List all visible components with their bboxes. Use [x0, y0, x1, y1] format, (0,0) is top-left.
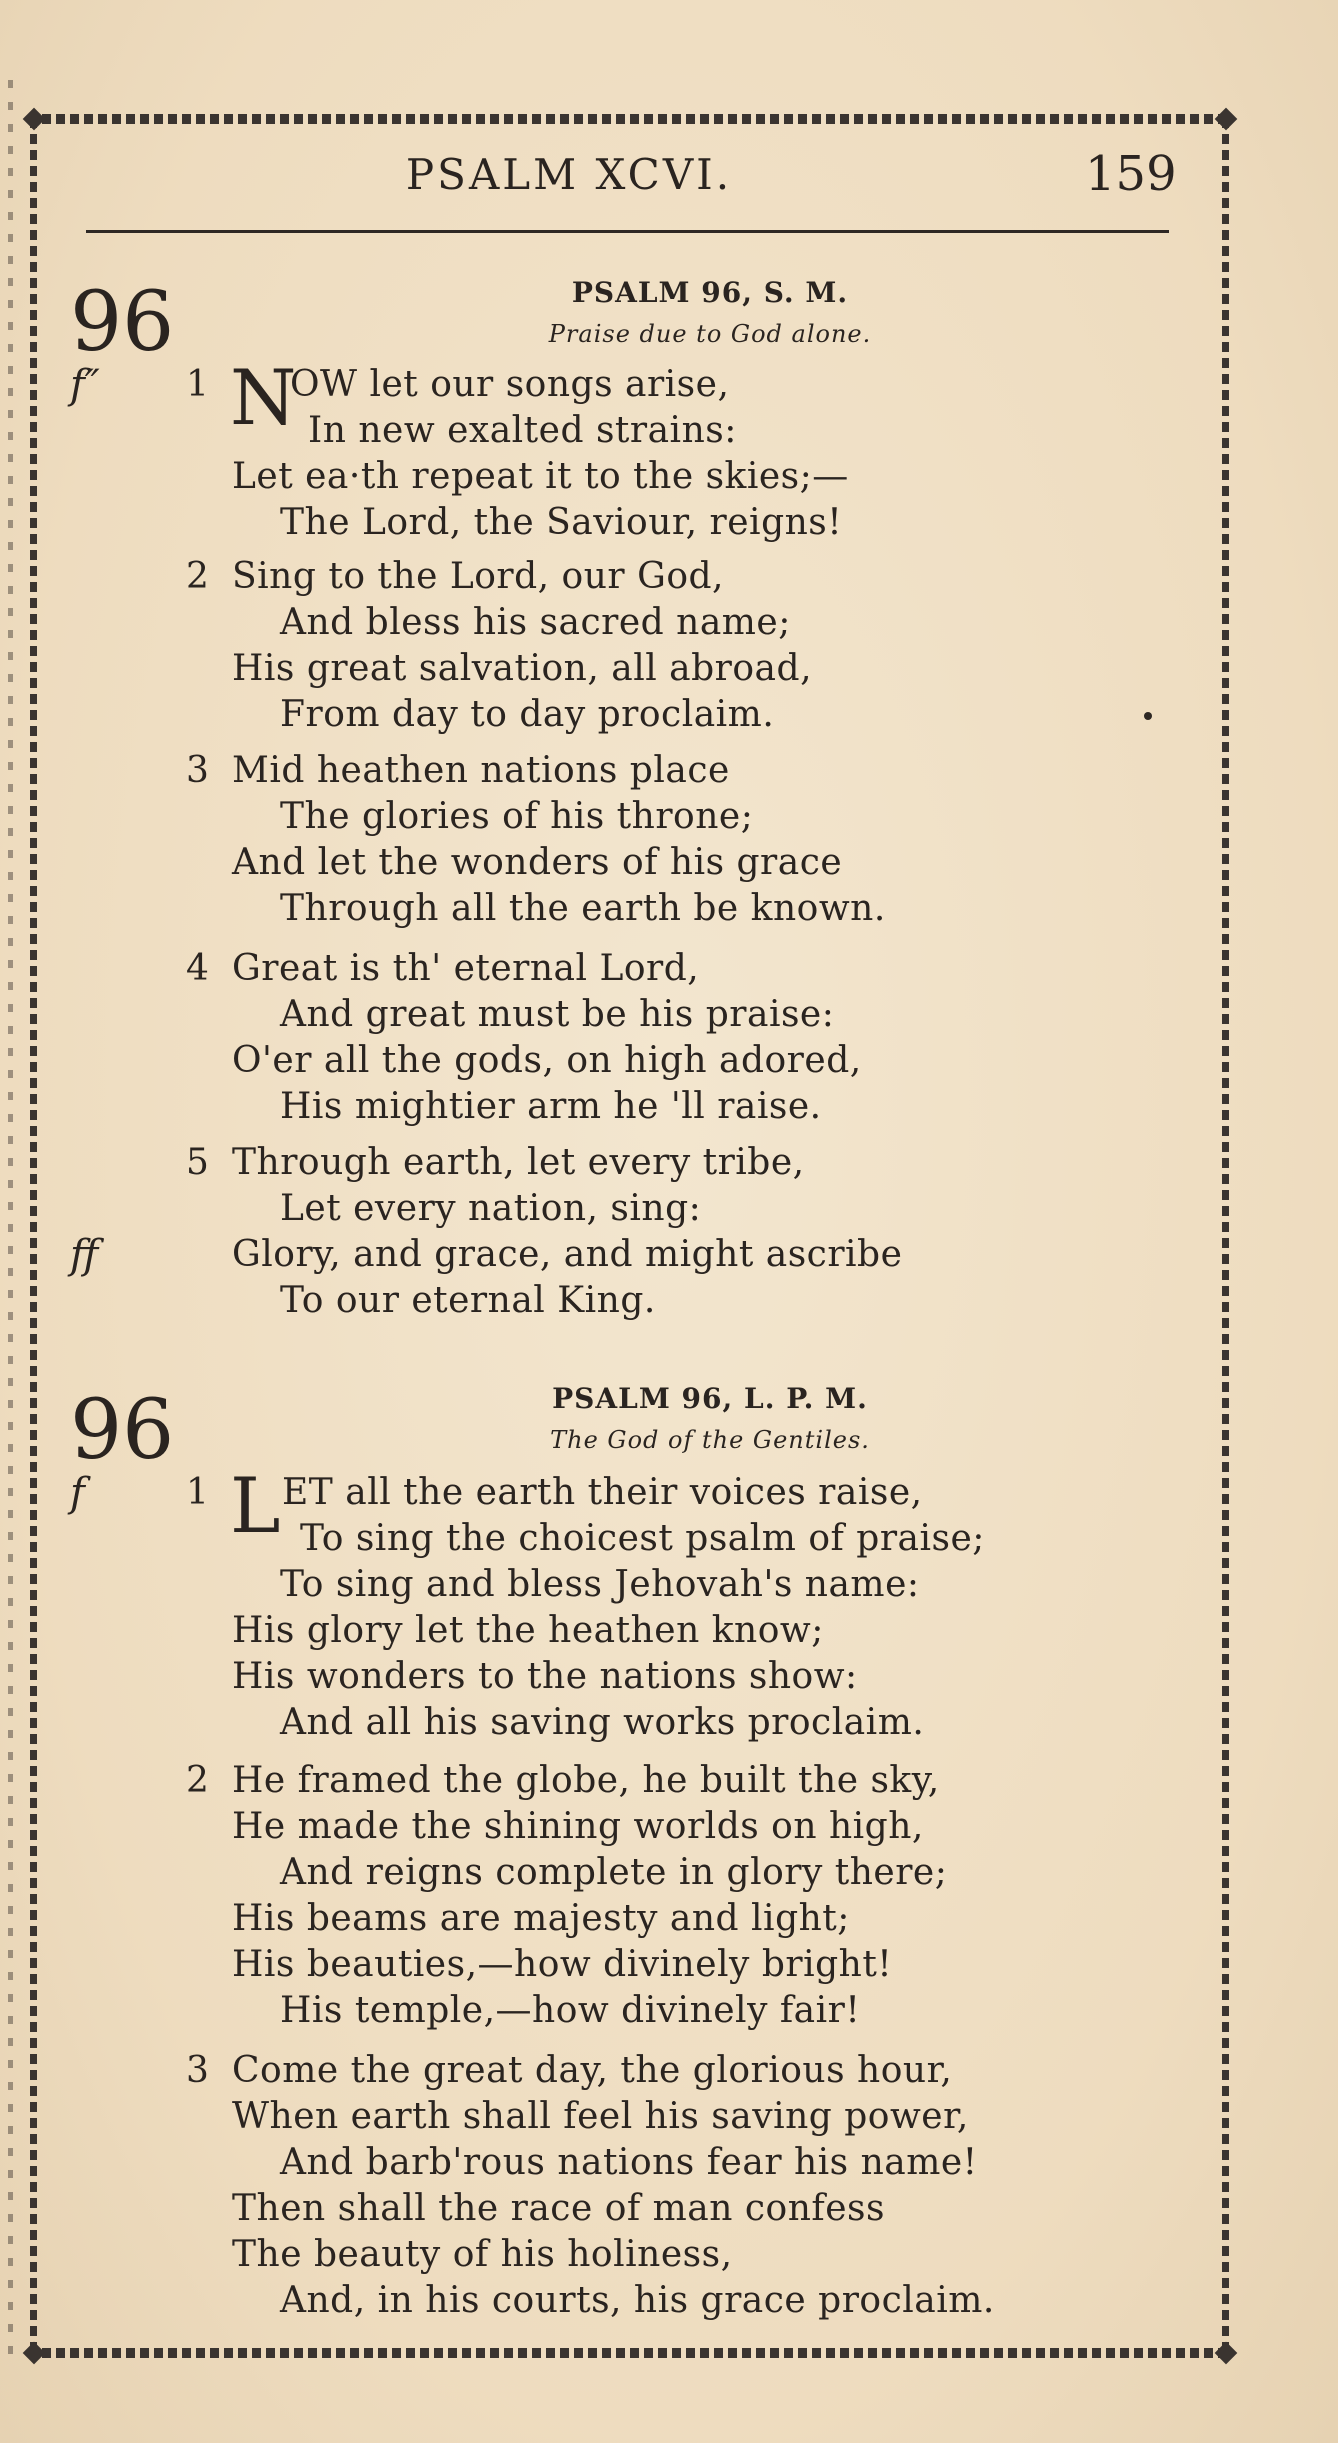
verse-line: The glories of his throne; [280, 796, 754, 837]
verse-line: His glory let the heathen know; [232, 1610, 824, 1651]
verse-line: From day to day proclaim. [280, 694, 775, 735]
faint-left-border [8, 80, 13, 2360]
verse-line: And bless his sacred name; [280, 602, 791, 643]
dynamic-marking: f [70, 1470, 85, 1516]
verse-number: 4 [186, 948, 209, 989]
verse-line: To our eternal King. [280, 1280, 656, 1321]
verse-line: He framed the globe, he built the sky, [232, 1760, 940, 1801]
verse-line: Through earth, let every tribe, [232, 1142, 805, 1183]
verse-line: O'er all the gods, on high adored, [232, 1040, 862, 1081]
page-number: 159 [1085, 146, 1177, 202]
verse-line: And barb'rous nations fear his name! [280, 2142, 978, 2183]
header-rule [86, 230, 1169, 233]
right-border-ornament [1222, 118, 1229, 2352]
left-border-ornament [30, 118, 37, 2352]
verse-number: 2 [186, 1760, 209, 1801]
psalm-heading: PSALM 96, L. P. M. [552, 1382, 868, 1415]
verse-line: His mightier arm he 'll raise. [280, 1086, 822, 1127]
verse-line: The beauty of his holiness, [232, 2234, 733, 2275]
verse-line: Mid heathen nations place [232, 750, 730, 791]
bottom-border-ornament [28, 2348, 1224, 2358]
verse-number: 1 [186, 1472, 209, 1513]
verse-line: And great must be his praise: [280, 994, 835, 1035]
corner-ornament [23, 108, 46, 131]
verse-line: ET all the earth their voices raise, [282, 1472, 923, 1513]
verse-line: To sing the choicest psalm of praise; [300, 1518, 985, 1559]
top-border-ornament [28, 114, 1224, 124]
verse-line: When earth shall feel his saving power, [232, 2096, 969, 2137]
verse-line: His beams are majesty and light; [232, 1898, 850, 1939]
psalm-heading: PSALM 96, S. M. [571, 276, 849, 309]
hymn-number: 96 [70, 1383, 175, 1478]
verse-line: Glory, and grace, and might ascribe [232, 1234, 903, 1275]
verse-line: His temple,—how divinely fair! [280, 1990, 861, 2031]
corner-ornament [23, 2342, 46, 2365]
verse-line: His great salvation, all abroad, [232, 648, 813, 689]
verse-line: Let every nation, sing: [280, 1188, 702, 1229]
verse-number: 1 [186, 364, 209, 405]
dynamic-marking: ff [70, 1232, 99, 1278]
verse-line: And let the wonders of his grace [232, 842, 843, 883]
verse-line: Then shall the race of man confess [232, 2188, 885, 2229]
verse-line: Sing to the Lord, our God, [232, 556, 724, 597]
verse-line: Great is th' eternal Lord, [232, 948, 700, 989]
corner-ornament [1215, 108, 1238, 131]
verse-number: 2 [186, 556, 209, 597]
drop-cap: L [230, 1461, 281, 1550]
verse-number: 3 [186, 2050, 209, 2091]
verse-line: OW let our songs arise, [290, 364, 730, 405]
corner-ornament [1215, 2342, 1238, 2365]
verse-line: And, in his courts, his grace proclaim. [280, 2280, 995, 2321]
verse-line: The Lord, the Saviour, reigns! [280, 502, 843, 543]
verse-line: And reigns complete in glory there; [280, 1852, 948, 1893]
dynamic-marking: f″ [70, 362, 100, 408]
verse-line: Come the great day, the glorious hour, [232, 2050, 953, 2091]
verse-line: Let ea·th repeat it to the skies;— [232, 456, 849, 497]
verse-line: His wonders to the nations show: [232, 1656, 858, 1697]
verse-number: 3 [186, 750, 209, 791]
verse-line: To sing and bless Jehovah's name: [280, 1564, 920, 1605]
psalm-subtitle: Praise due to God alone. [548, 320, 872, 348]
verse-number: 5 [186, 1142, 209, 1183]
verse-line: Through all the earth be known. [280, 888, 886, 929]
verse-line: He made the shining worlds on high, [232, 1806, 924, 1847]
hymn-number: 96 [70, 275, 175, 370]
drop-cap: N [230, 353, 297, 442]
ink-dot [1144, 712, 1152, 720]
running-head: PSALM XCVI. [405, 150, 733, 199]
verse-line: And all his saving works proclaim. [280, 1702, 925, 1743]
verse-line: His beauties,—how divinely bright! [232, 1944, 893, 1985]
psalm-subtitle: The God of the Gentiles. [550, 1426, 870, 1454]
verse-line: In new exalted strains: [308, 410, 737, 451]
